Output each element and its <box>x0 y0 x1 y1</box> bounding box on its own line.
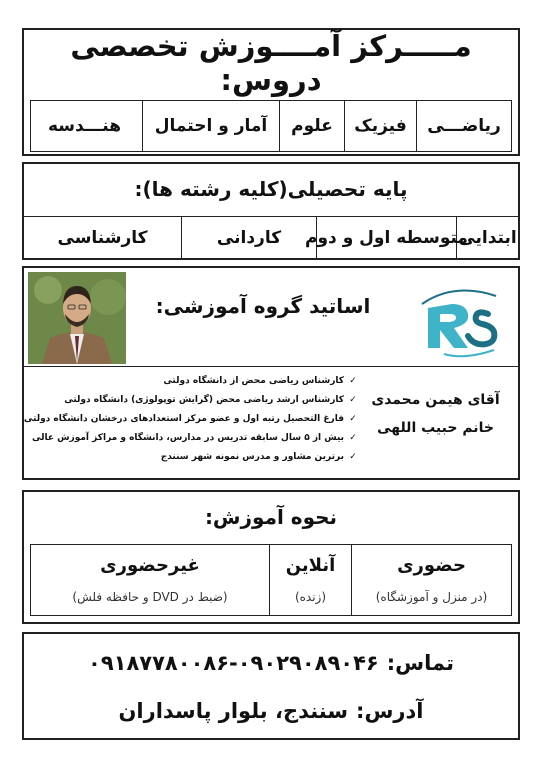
subject-geometry: هنـــدسه <box>48 116 122 136</box>
contact-box <box>22 632 520 740</box>
subjects-row <box>30 100 512 152</box>
check-icon: ✓ <box>349 414 357 424</box>
flyer-title: مـــــرکز آمــــوزش تخصصی دروس: <box>70 29 472 97</box>
institute-logo <box>414 274 504 360</box>
teachers-divider <box>24 366 518 367</box>
rs-logo-icon <box>414 274 504 360</box>
check-icon: ✓ <box>349 376 357 386</box>
levels-row <box>24 216 518 258</box>
education-title: پایه تحصیلی(کلیه رشته ها): <box>134 177 408 201</box>
teacher-names <box>363 386 508 442</box>
level-bachelor: کارشناسی <box>57 227 148 248</box>
subject-physics: فیزیک <box>344 101 416 151</box>
credential-item: ✓فارغ التحصیل رتبه اول و عضو مرکز استعدادهای درخشان دانشگاه دولتی <box>28 410 358 429</box>
level-secondary: متوسطه اول و دوم <box>316 217 456 258</box>
credential-item: ✓برترین مشاور و مدرس نمونه شهر سنندج <box>28 448 358 467</box>
teaching-box <box>22 490 520 624</box>
credential-item: ✓کارشناس ریاضی محض از دانشگاه دولتی <box>28 372 358 391</box>
phone-line <box>24 642 518 684</box>
subject-statistics: آمار و احتمال <box>142 101 279 151</box>
level-associate: کاردانی <box>181 217 316 258</box>
education-box <box>22 162 520 260</box>
header-box <box>22 28 520 156</box>
subject-science: علوم <box>279 101 344 151</box>
teachers-box <box>22 266 520 480</box>
level-primary: ابتدایی <box>456 217 518 258</box>
address-text: سنندج، بلوار پاسداران <box>118 699 349 723</box>
teacher-name-1: آقای هیمن محمدی <box>371 392 500 408</box>
phone-label: تماس: <box>386 651 454 675</box>
check-icon: ✓ <box>349 395 357 405</box>
teaching-title: نحوه آموزش: <box>204 505 338 529</box>
method-online: آنلاین (زنده) <box>269 545 351 615</box>
method-remote: غیرحضوری (ضبط در DVD و حافظه فلش) <box>72 555 228 604</box>
teachers-title: اساتید گروه آموزشی: <box>155 294 371 318</box>
portrait-image <box>28 272 126 364</box>
credentials-list <box>23 372 358 467</box>
address-line <box>24 690 518 732</box>
check-icon: ✓ <box>349 452 357 462</box>
method-in-person: حضوری (در منزل و آموزشگاه) <box>351 545 511 615</box>
address-label: آدرس: <box>356 699 424 723</box>
check-icon: ✓ <box>349 433 357 443</box>
subject-math: ریاضـــی <box>416 101 511 151</box>
teacher-photo <box>28 272 126 364</box>
credential-item: ✓بیش از ۵ سال سابقه تدریس در مدارس، دانشگاه و مراکز آموزش عالی <box>28 429 358 448</box>
teacher-name-2: خانم حبیب اللهی <box>377 420 494 436</box>
credential-item: ✓کارشناس ارشد ریاضی محض (گرایش توپولوژی) دانشگاه دولتی <box>28 391 358 410</box>
methods-row <box>30 544 512 616</box>
phone-numbers: ۰۹۱۸۷۷۸۰۰۸۶-۰۹۰۲۹۰۸۹۰۴۶ <box>88 651 379 675</box>
